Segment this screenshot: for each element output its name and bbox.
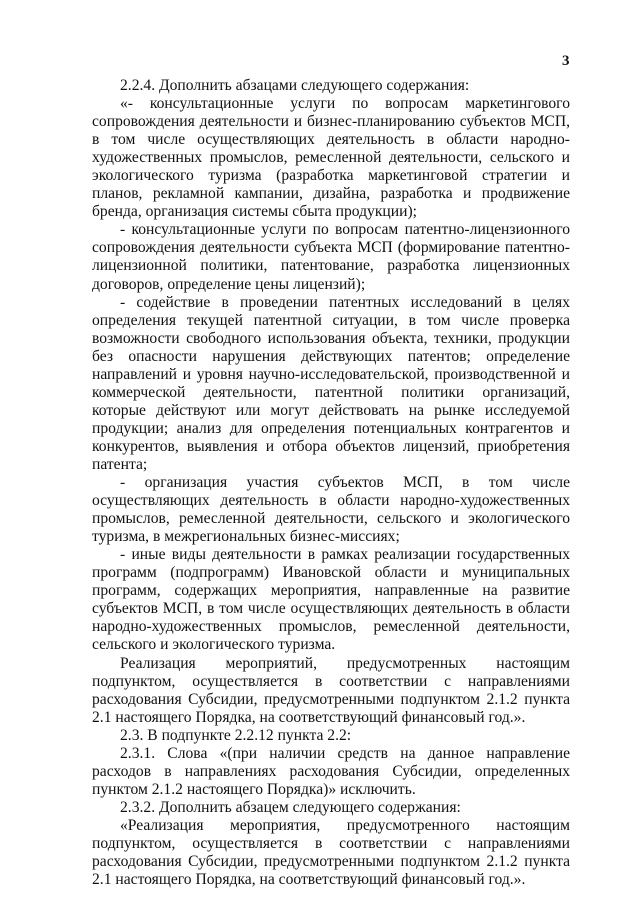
paragraph-implementation-2: «Реализация мероприятия, предусмотренного настоящим подпунктом, осуществляется в соответствии с направлениями расходования Субсидии, предусмотренными подпунктом 2.1.2 пункта 2.1 настоящего Порядка, на соответствующий финансовый год.».: [92, 816, 570, 889]
paragraph-2-3-1: 2.3.1. Слова «(при наличии средств на данное направление расходов в направлениях расходования Субсидии, определенных пунктом 2.1.2 настоящего Порядка)» исключить.: [92, 744, 570, 798]
document-body: [92, 77, 570, 889]
paragraph-marketing-consulting: «- консультационные услуги по вопросам маркетингового сопровождения деятельности и бизнес-планированию субъектов МСП, в том числе осуществляющих деятельность в области народно-художественных промыслов, ремесленной деятельности, сельского и экологического туризма (разработка маркетинговой стратегии и планов, рекламной кампании, дизайна, разработка и продвижение бренда, организация системы сбыта продукции);: [92, 95, 570, 221]
paragraph-other-activities: - иные виды деятельности в рамках реализации государственных программ (подпрограмм) Ивановской области и муниципальных программ, содержащих мероприятия, направленные на развитие субъектов МСП, в том числе осуществляющих деятельность в области народно-художественных промыслов, ремесленной деятельности, сельского и экологического туризма.: [92, 546, 570, 654]
paragraph-2-3-heading: 2.3. В подпункте 2.2.12 пункта 2.2:: [120, 726, 352, 744]
paragraph-implementation-1: Реализация мероприятий, предусмотренных настоящим подпунктом, осуществляется в соответствии с направлениями расходования Субсидии, предусмотренными подпунктом 2.1.2 пункта 2.1 настоящего Порядка, на соответствующий финансовый год.».: [92, 654, 570, 726]
paragraph-patent-research: - содействие в проведении патентных исследований в целях определения текущей патентной ситуации, в том числе проверка возможности свободного использования объекта, техники, продукции без опасности нарушения действующих патентов; определение направлений и уровня научно-исследовательской, производственной и коммерческой деятельности, патентной политики организаций, которые действуют или могут действовать на рынке исследуемой продукции; анализ для определения потенциальных контрагентов и конкурентов, выявления и отбора объектов лицензий, приобретения патента;: [92, 293, 570, 473]
page-number: 3: [562, 53, 570, 69]
paragraph-business-missions: - организация участия субъектов МСП, в том числе осуществляющих деятельность в области народно-художественных промыслов, ремесленной деятельности, сельского и экологического туризма, в межрегиональных бизнес-миссиях;: [92, 474, 570, 546]
paragraph-2-3-2: 2.3.2. Дополнить абзацем следующего содержания:: [120, 798, 461, 816]
paragraph-2-2-4-heading: 2.2.4. Дополнить абзацами следующего содержания:: [120, 77, 470, 94]
paragraph-patent-licensing-consulting: - консультационные услуги по вопросам патентно-лицензионного сопровождения деятельности субъекта МСП (формирование патентно-лицензионной политики, патентование, разработка лицензионных договоров, определение цены лицензий);: [92, 221, 570, 293]
